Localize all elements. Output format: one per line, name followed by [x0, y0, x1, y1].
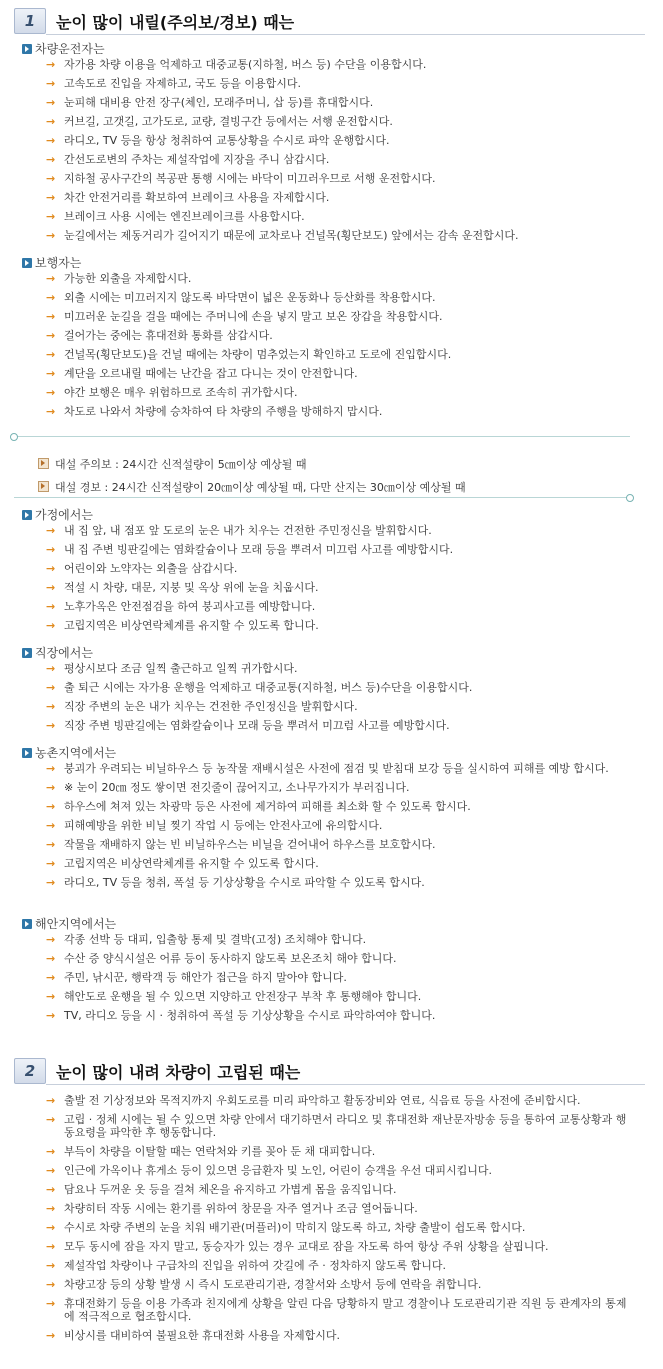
bullet-arrow-icon	[22, 44, 32, 54]
arrow-icon: →	[46, 77, 56, 90]
arrow-icon: →	[46, 58, 56, 71]
arrow-icon: →	[46, 524, 56, 537]
group-heading: 농촌지역에서는	[22, 744, 642, 762]
list-item	[22, 1278, 629, 1291]
item-text: 외출 시에는 미끄러지지 않도록 바닥면이 넓은 운동화나 등산화를 착용합시다.	[64, 291, 436, 304]
item-text: TV, 라디오 등을 시 · 청취하여 폭설 등 기상상황을 수시로 파악하여야 합니다.	[64, 1009, 436, 1022]
item-text: 계단을 오르내릴 때에는 난간을 잡고 다니는 것이 안전합니다.	[64, 367, 358, 380]
arrow-icon: →	[46, 781, 56, 794]
item-text: 내 집 앞, 내 점포 앞 도로의 눈은 내가 치우는 건전한 주민정신을 발휘합시다.	[64, 524, 432, 537]
item-list	[22, 933, 642, 1022]
arrow-icon: →	[46, 291, 56, 304]
warning-bullet-icon	[38, 458, 49, 469]
list-item	[22, 819, 629, 832]
item-text: 담요나 두꺼운 옷 등을 걸쳐 체온을 유지하고 가볍게 몸을 움직입니다.	[64, 1183, 397, 1196]
item-text: 어린이와 노약자는 외출을 삼갑시다.	[64, 562, 238, 575]
item-text: 해안도로 운행을 될 수 있으면 지양하고 안전장구 부착 후 통행해야 합니다.	[64, 990, 422, 1003]
arrow-icon: →	[46, 1259, 56, 1272]
item-text: 차도로 나와서 차량에 승차하여 타 차량의 주행을 방해하지 맙시다.	[64, 405, 383, 418]
item-text: 직장 주변의 눈은 내가 치우는 건전한 주인정신을 발휘합시다.	[64, 700, 358, 713]
divider-bottom	[14, 497, 630, 498]
list-item	[22, 1113, 629, 1139]
arrow-icon: →	[46, 1221, 56, 1234]
item-text: 하우스에 쳐져 있는 차광막 등은 사전에 제거하여 피해를 최소화 할 수 있도록 합시다.	[64, 800, 471, 813]
list-item	[22, 386, 629, 399]
divider-dot	[10, 433, 18, 441]
item-text: 출 퇴근 시에는 자가용 운행을 억제하고 대중교통(지하철, 버스 등)수단을 이용합시다.	[64, 681, 473, 694]
item-text: 라디오, TV 등을 청취, 폭설 등 기상상황을 수시로 파악할 수 있도록 합시다.	[64, 876, 425, 889]
list-item	[22, 1240, 629, 1253]
group-drivers	[22, 40, 642, 248]
item-text: 평상시보다 조금 일찍 출근하고 일찍 귀가합시다.	[64, 662, 298, 675]
arrow-icon: →	[46, 272, 56, 285]
section-title: 눈이 많이 내릴(주의보/경보) 때는	[56, 13, 295, 32]
item-text: 휴대전화기 등을 이용 가족과 친지에게 상황을 알린 다음 당황하지 말고 경찰이나 도로관리기관 직원 등 관계자의 통제에 적극적으로 협조합시다.	[64, 1297, 627, 1323]
list-item	[22, 210, 629, 223]
list-item	[22, 762, 629, 775]
arrow-icon: →	[46, 1329, 56, 1342]
item-text: 차량히터 작동 시에는 환기를 위하여 창문을 자주 열거나 조금 열어둡니다.	[64, 1202, 418, 1215]
list-item	[22, 838, 629, 851]
arrow-icon: →	[46, 971, 56, 984]
list-item	[22, 405, 629, 418]
item-text: 고립지역은 비상연락체계를 유지할 수 있도록 합니다.	[64, 619, 319, 632]
list-item	[22, 681, 629, 694]
list-item	[22, 310, 629, 323]
group-workplace	[22, 644, 642, 738]
list-item	[22, 781, 629, 794]
item-list	[22, 662, 642, 732]
item-text: 부득이 차량을 이탈할 때는 연락처와 키를 꽂아 둔 채 대피합니다.	[64, 1145, 376, 1158]
title-underline	[46, 1084, 645, 1085]
arrow-icon: →	[46, 681, 56, 694]
item-list	[22, 272, 642, 418]
arrow-icon: →	[46, 191, 56, 204]
item-text: 브레이크 사용 시에는 엔진브레이크를 사용합시다.	[64, 210, 305, 223]
arrow-icon: →	[46, 1113, 56, 1126]
item-text: 걸어가는 중에는 휴대전화 통화를 삼갑시다.	[64, 329, 273, 342]
list-item	[22, 348, 629, 361]
arrow-icon: →	[46, 1278, 56, 1291]
arrow-icon: →	[46, 1164, 56, 1177]
section-title: 눈이 많이 내려 차량이 고립된 때는	[56, 1063, 301, 1082]
arrow-icon: →	[46, 1202, 56, 1215]
arrow-icon: →	[46, 1240, 56, 1253]
bullet-arrow-icon	[22, 648, 32, 658]
item-text: 각종 선박 등 대피, 입출항 통제 및 결박(고정) 조치해야 합니다.	[64, 933, 367, 946]
arrow-icon: →	[46, 229, 56, 242]
item-text: ※ 눈이 20㎝ 정도 쌓이면 전깃줄이 끊어지고, 소나무가지가 부러집니다.	[64, 781, 410, 794]
list-item	[22, 1145, 629, 1158]
list-item	[22, 800, 629, 813]
list-item	[22, 96, 629, 109]
group-heading: 가정에서는	[22, 506, 642, 524]
section-number: 1	[14, 8, 46, 34]
arrow-icon: →	[46, 367, 56, 380]
group-household	[22, 506, 642, 638]
section-2-header	[14, 1058, 645, 1084]
list-item	[22, 1329, 629, 1342]
group-heading: 보행자는	[22, 254, 642, 272]
arrow-icon: →	[46, 115, 56, 128]
item-text: 가능한 외출을 자제합시다.	[64, 272, 192, 285]
arrow-icon: →	[46, 348, 56, 361]
item-text: 출발 전 기상정보와 목적지까지 우회도로를 미리 파악하고 활동장비와 연료, 식음료 등을 사전에 준비합시다.	[64, 1094, 581, 1107]
list-item	[22, 153, 629, 166]
item-list	[22, 58, 642, 242]
item-text: 제설작업 차량이나 구급차의 진입을 위하여 갓길에 주 · 정차하지 않도록 합니다.	[64, 1259, 446, 1272]
arrow-icon: →	[46, 952, 56, 965]
title-underline	[46, 34, 645, 35]
list-item	[22, 876, 629, 889]
item-list	[22, 762, 642, 889]
list-item	[22, 1183, 629, 1196]
list-item	[22, 329, 629, 342]
warning-alert: 대설 경보 : 24시간 신적설량이 20㎝이상 예상될 때, 다만 산지는 30㎝이상 예상될 때	[38, 479, 466, 495]
list-item	[22, 1009, 629, 1022]
item-text: 주민, 낚시꾼, 행락객 등 해안가 접근을 하지 말아야 합니다.	[64, 971, 347, 984]
list-item	[22, 1202, 629, 1215]
group-heading: 차량운전자는	[22, 40, 642, 58]
section-2-list	[22, 1094, 642, 1348]
item-text: 작물을 재배하지 않는 빈 비닐하우스는 비닐을 걷어내어 하우스를 보호합시다.	[64, 838, 436, 851]
arrow-icon: →	[46, 990, 56, 1003]
arrow-icon: →	[46, 1009, 56, 1022]
arrow-icon: →	[46, 1297, 56, 1310]
arrow-icon: →	[46, 876, 56, 889]
arrow-icon: →	[46, 619, 56, 632]
bullet-arrow-icon	[22, 748, 32, 758]
item-text: 눈피해 대비용 안전 장구(체인, 모래주머니, 삽 등)를 휴대합시다.	[64, 96, 374, 109]
list-item	[22, 272, 629, 285]
item-text: 지하철 공사구간의 복공판 통행 시에는 바닥이 미끄러우므로 서행 운전합시다.	[64, 172, 436, 185]
arrow-icon: →	[46, 386, 56, 399]
list-item	[22, 952, 629, 965]
list-item	[22, 1259, 629, 1272]
section-1-header	[14, 8, 645, 34]
arrow-icon: →	[46, 562, 56, 575]
list-item	[22, 229, 629, 242]
item-text: 차간 안전거리를 확보하여 브레이크 사용을 자제합시다.	[64, 191, 330, 204]
arrow-icon: →	[46, 700, 56, 713]
list-item	[22, 971, 629, 984]
item-text: 인근에 가옥이나 휴게소 등이 있으면 응급환자 및 노인, 어린이 승객을 우선 대피시킵니다.	[64, 1164, 492, 1177]
item-list	[22, 524, 642, 632]
list-item	[22, 933, 629, 946]
list-item	[22, 77, 629, 90]
item-text: 고립 · 정체 시에는 될 수 있으면 차량 안에서 대기하면서 라디오 및 휴대전화 재난문자방송 등을 통하여 교통상황과 행동요령을 파악한 후 행동합니다.	[64, 1113, 627, 1139]
arrow-icon: →	[46, 543, 56, 556]
item-text: 자가용 차량 이용을 억제하고 대중교통(지하철, 버스 등) 수단을 이용합시다.	[64, 58, 427, 71]
list-item	[22, 562, 629, 575]
item-text: 모두 동시에 잠을 자지 말고, 동승자가 있는 경우 교대로 잠을 자도록 하여 항상 주위 상황을 살핍니다.	[64, 1240, 549, 1253]
list-item	[22, 1094, 629, 1107]
group-rural	[22, 744, 642, 895]
item-text: 라디오, TV 등을 항상 청취하여 교통상황을 수시로 파악 운행합시다.	[64, 134, 390, 147]
list-item	[22, 662, 629, 675]
list-item	[22, 990, 629, 1003]
arrow-icon: →	[46, 800, 56, 813]
arrow-icon: →	[46, 1183, 56, 1196]
list-item	[22, 524, 629, 537]
group-pedestrians	[22, 254, 642, 424]
arrow-icon: →	[46, 153, 56, 166]
bullet-arrow-icon	[22, 510, 32, 520]
list-item	[22, 291, 629, 304]
arrow-icon: →	[46, 172, 56, 185]
warning-advisory: 대설 주의보 : 24시간 신적설량이 5㎝이상 예상될 때	[38, 456, 306, 472]
item-text: 야간 보행은 매우 위험하므로 조속히 귀가합시다.	[64, 386, 298, 399]
list-item	[22, 367, 629, 380]
item-text: 눈길에서는 제동거리가 길어지기 때문에 교차로나 건널목(횡단보도) 앞에서는 감속 운전합시다.	[64, 229, 519, 242]
item-text: 고속도로 진입을 자제하고, 국도 등을 이용합시다.	[64, 77, 301, 90]
item-text: 적설 시 차량, 대문, 지붕 및 옥상 위에 눈을 치웁시다.	[64, 581, 319, 594]
arrow-icon: →	[46, 96, 56, 109]
item-text: 붕괴가 우려되는 비닐하우스 등 농작물 재배시설은 사전에 점검 및 받침대 보강 등을 실시하여 피해를 예방 합시다.	[64, 762, 609, 775]
list-item	[22, 1164, 629, 1177]
list-item	[22, 1221, 629, 1234]
arrow-icon: →	[46, 838, 56, 851]
item-text: 간선도로변의 주차는 제설작업에 지장을 주니 삼갑시다.	[64, 153, 330, 166]
list-item	[22, 700, 629, 713]
list-item	[22, 1297, 629, 1323]
list-item	[22, 191, 629, 204]
list-item	[22, 600, 629, 613]
arrow-icon: →	[46, 600, 56, 613]
item-text: 노후가옥은 안전점검을 하여 붕괴사고를 예방합니다.	[64, 600, 316, 613]
list-item	[22, 719, 629, 732]
arrow-icon: →	[46, 405, 56, 418]
list-item	[22, 58, 629, 71]
item-text: 피해예방을 위한 비닐 찢기 작업 시 등에는 안전사고에 유의합시다.	[64, 819, 383, 832]
item-text: 고립지역은 비상연락체계를 유지할 수 있도록 합시다.	[64, 857, 319, 870]
item-text: 건널목(횡단보도)을 건널 때에는 차량이 멈추었는지 확인하고 도로에 진입합시다.	[64, 348, 452, 361]
arrow-icon: →	[46, 1145, 56, 1158]
arrow-icon: →	[46, 329, 56, 342]
arrow-icon: →	[46, 1094, 56, 1107]
item-text: 내 집 주변 빙판길에는 염화칼슘이나 모래 등을 뿌려서 미끄럼 사고를 예방합시다.	[64, 543, 454, 556]
warning-bullet-icon	[38, 481, 49, 492]
arrow-icon: →	[46, 933, 56, 946]
arrow-icon: →	[46, 662, 56, 675]
item-text: 비상시를 대비하여 불필요한 휴대전화 사용을 자제합시다.	[64, 1329, 341, 1342]
item-text: 수시로 차량 주변의 눈을 치워 배기관(머플러)이 막히지 않도록 하고, 차량 출발이 쉽도록 합시다.	[64, 1221, 526, 1234]
group-coastal	[22, 915, 642, 1028]
divider-top	[14, 436, 630, 437]
item-text: 커브길, 고갯길, 고가도로, 교량, 결빙구간 등에서는 서행 운전합시다.	[64, 115, 393, 128]
item-text: 직장 주변 빙판길에는 염화칼슘이나 모래 등을 뿌려서 미끄럼 사고를 예방합시다.	[64, 719, 450, 732]
list-item	[22, 619, 629, 632]
arrow-icon: →	[46, 819, 56, 832]
list-item	[22, 115, 629, 128]
item-text: 차량고장 등의 상황 발생 시 즉시 도로관리기관, 경찰서와 소방서 등에 연락을 취합니다.	[64, 1278, 482, 1291]
group-heading: 해안지역에서는	[22, 915, 642, 933]
item-text: 미끄러운 눈길을 걸을 때에는 주머니에 손을 넣지 말고 보온 장갑을 착용합시다.	[64, 310, 443, 323]
list-item	[22, 543, 629, 556]
arrow-icon: →	[46, 581, 56, 594]
arrow-icon: →	[46, 310, 56, 323]
list-item	[22, 172, 629, 185]
item-text: 수산 증 양식시설은 어류 등이 동사하지 않도록 보온조치 해야 합니다.	[64, 952, 397, 965]
item-list	[22, 1094, 642, 1342]
bullet-arrow-icon	[22, 919, 32, 929]
group-heading: 직장에서는	[22, 644, 642, 662]
arrow-icon: →	[46, 210, 56, 223]
bullet-arrow-icon	[22, 258, 32, 268]
list-item	[22, 134, 629, 147]
arrow-icon: →	[46, 134, 56, 147]
list-item	[22, 857, 629, 870]
arrow-icon: →	[46, 857, 56, 870]
list-item	[22, 581, 629, 594]
arrow-icon: →	[46, 762, 56, 775]
arrow-icon: →	[46, 719, 56, 732]
divider-dot	[626, 494, 634, 502]
section-number: 2	[14, 1058, 46, 1084]
